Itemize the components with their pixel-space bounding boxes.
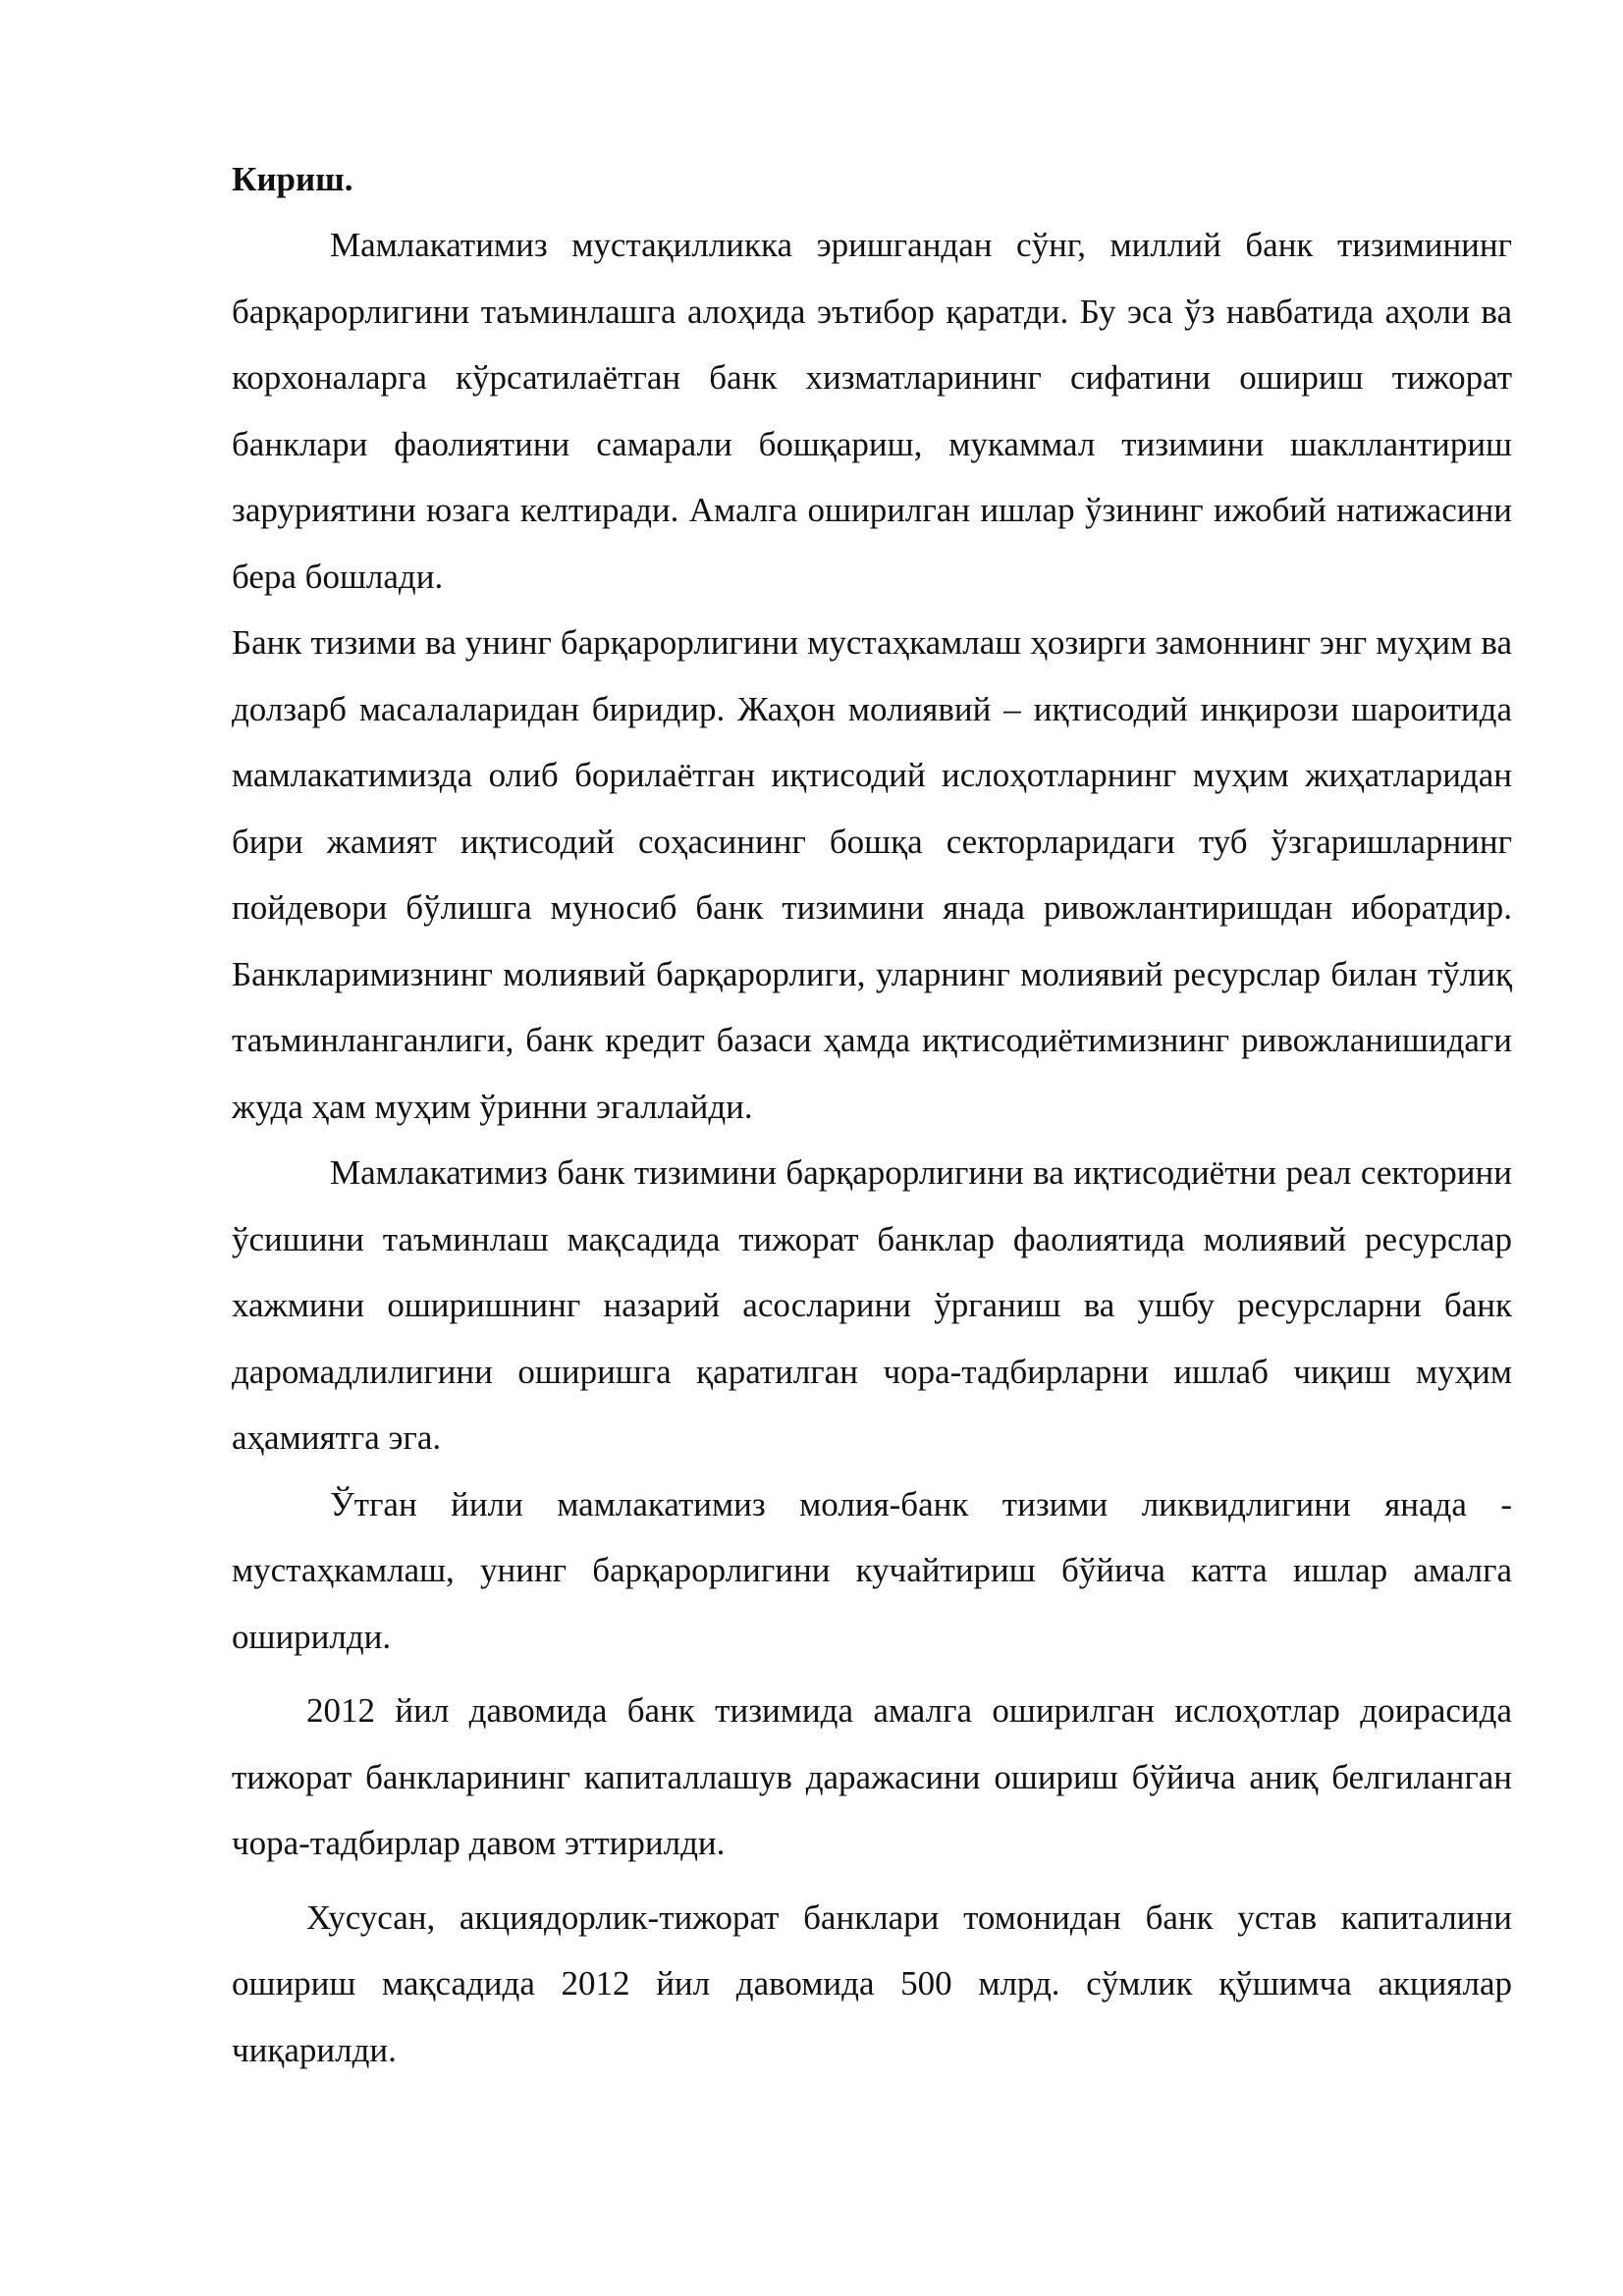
document-body xyxy=(232,147,1512,2083)
paragraph-3: Мамлакатимиз банк тизимини барқарорлигини ва иқтисодиётни реал секторини ўсишини таъминлаш мақсадида тижорат банклар фаолиятида молиявий ресурслар хажмини оширишнинг назарий асосларини ўрганиш ва ушбу ресурсларни банк даромадлилигини оширишга қаратилган чора-тадбирларни ишлаб чиқиш муҳим аҳамиятга эга. xyxy=(232,1153,1512,1457)
paragraph-5: 2012 йил давомида банк тизимида амалга оширилган ислоҳотлар доирасида тижорат банкларининг капиталлашув даражасини ошириш бўйича аниқ белгиланган чора-тадбирлар давом эттирилди. xyxy=(232,1691,1512,1862)
paragraph-1: Мамлакатимиз мустақилликка эришгандан сўнг, миллий банк тизимининг барқарорлигини таъминлашга алоҳида эътибор қаратди. Бу эса ўз навбатида аҳоли ва корхоналарга кўрсатилаётган банк хизматларининг сифатини ошириш тижорат банклари фаолиятини самарали бошқариш, мукаммал тизимини шакллантириш заруриятини юзага келтиради. Амалга оширилган ишлар ўзининг ижобий натижасини бера бошлади. xyxy=(232,226,1512,596)
paragraph-4: Ўтган йили мамлакатимиз молия-банк тизими ликвидлигини янада - мустаҳкамлаш, унинг барқарорлигини кучайтириш бўйича катта ишлар амалга оширилди. xyxy=(232,1484,1512,1656)
section-heading: Кириш. xyxy=(232,160,353,198)
paragraph-2: Банк тизими ва унинг барқарорлигини мустаҳкамлаш ҳозирги замоннинг энг муҳим ва долзарб масалаларидан биридир. Жаҳон молиявий – иқтисодий инқирози шароитида мамлакатимизда олиб борилаётган иқтисодий ислоҳотларнинг муҳим жиҳатларидан бири жамият иқтисодий соҳасининг бошқа секторларидаги туб ўзгаришларнинг пойдевори бўлишга муносиб банк тизимини янада ривожлантиришдан иборатдир. Банкларимизнинг молиявий барқарорлиги, уларнинг молиявий ресурслар билан тўлиқ таъминланганлиги, банк кредит базаси ҳамда иқтисодиётимизнинг ривожланишидаги жуда ҳам муҳим ўринни эгаллайди. xyxy=(232,623,1512,1126)
paragraph-6: Хусусан, акциядорлик-тижорат банклари томонидан банк устав капиталини ошириш мақсадида 2012 йил давомида 500 млрд. сўмлик қўшимча акциялар чиқарилди. xyxy=(232,1897,1512,2069)
